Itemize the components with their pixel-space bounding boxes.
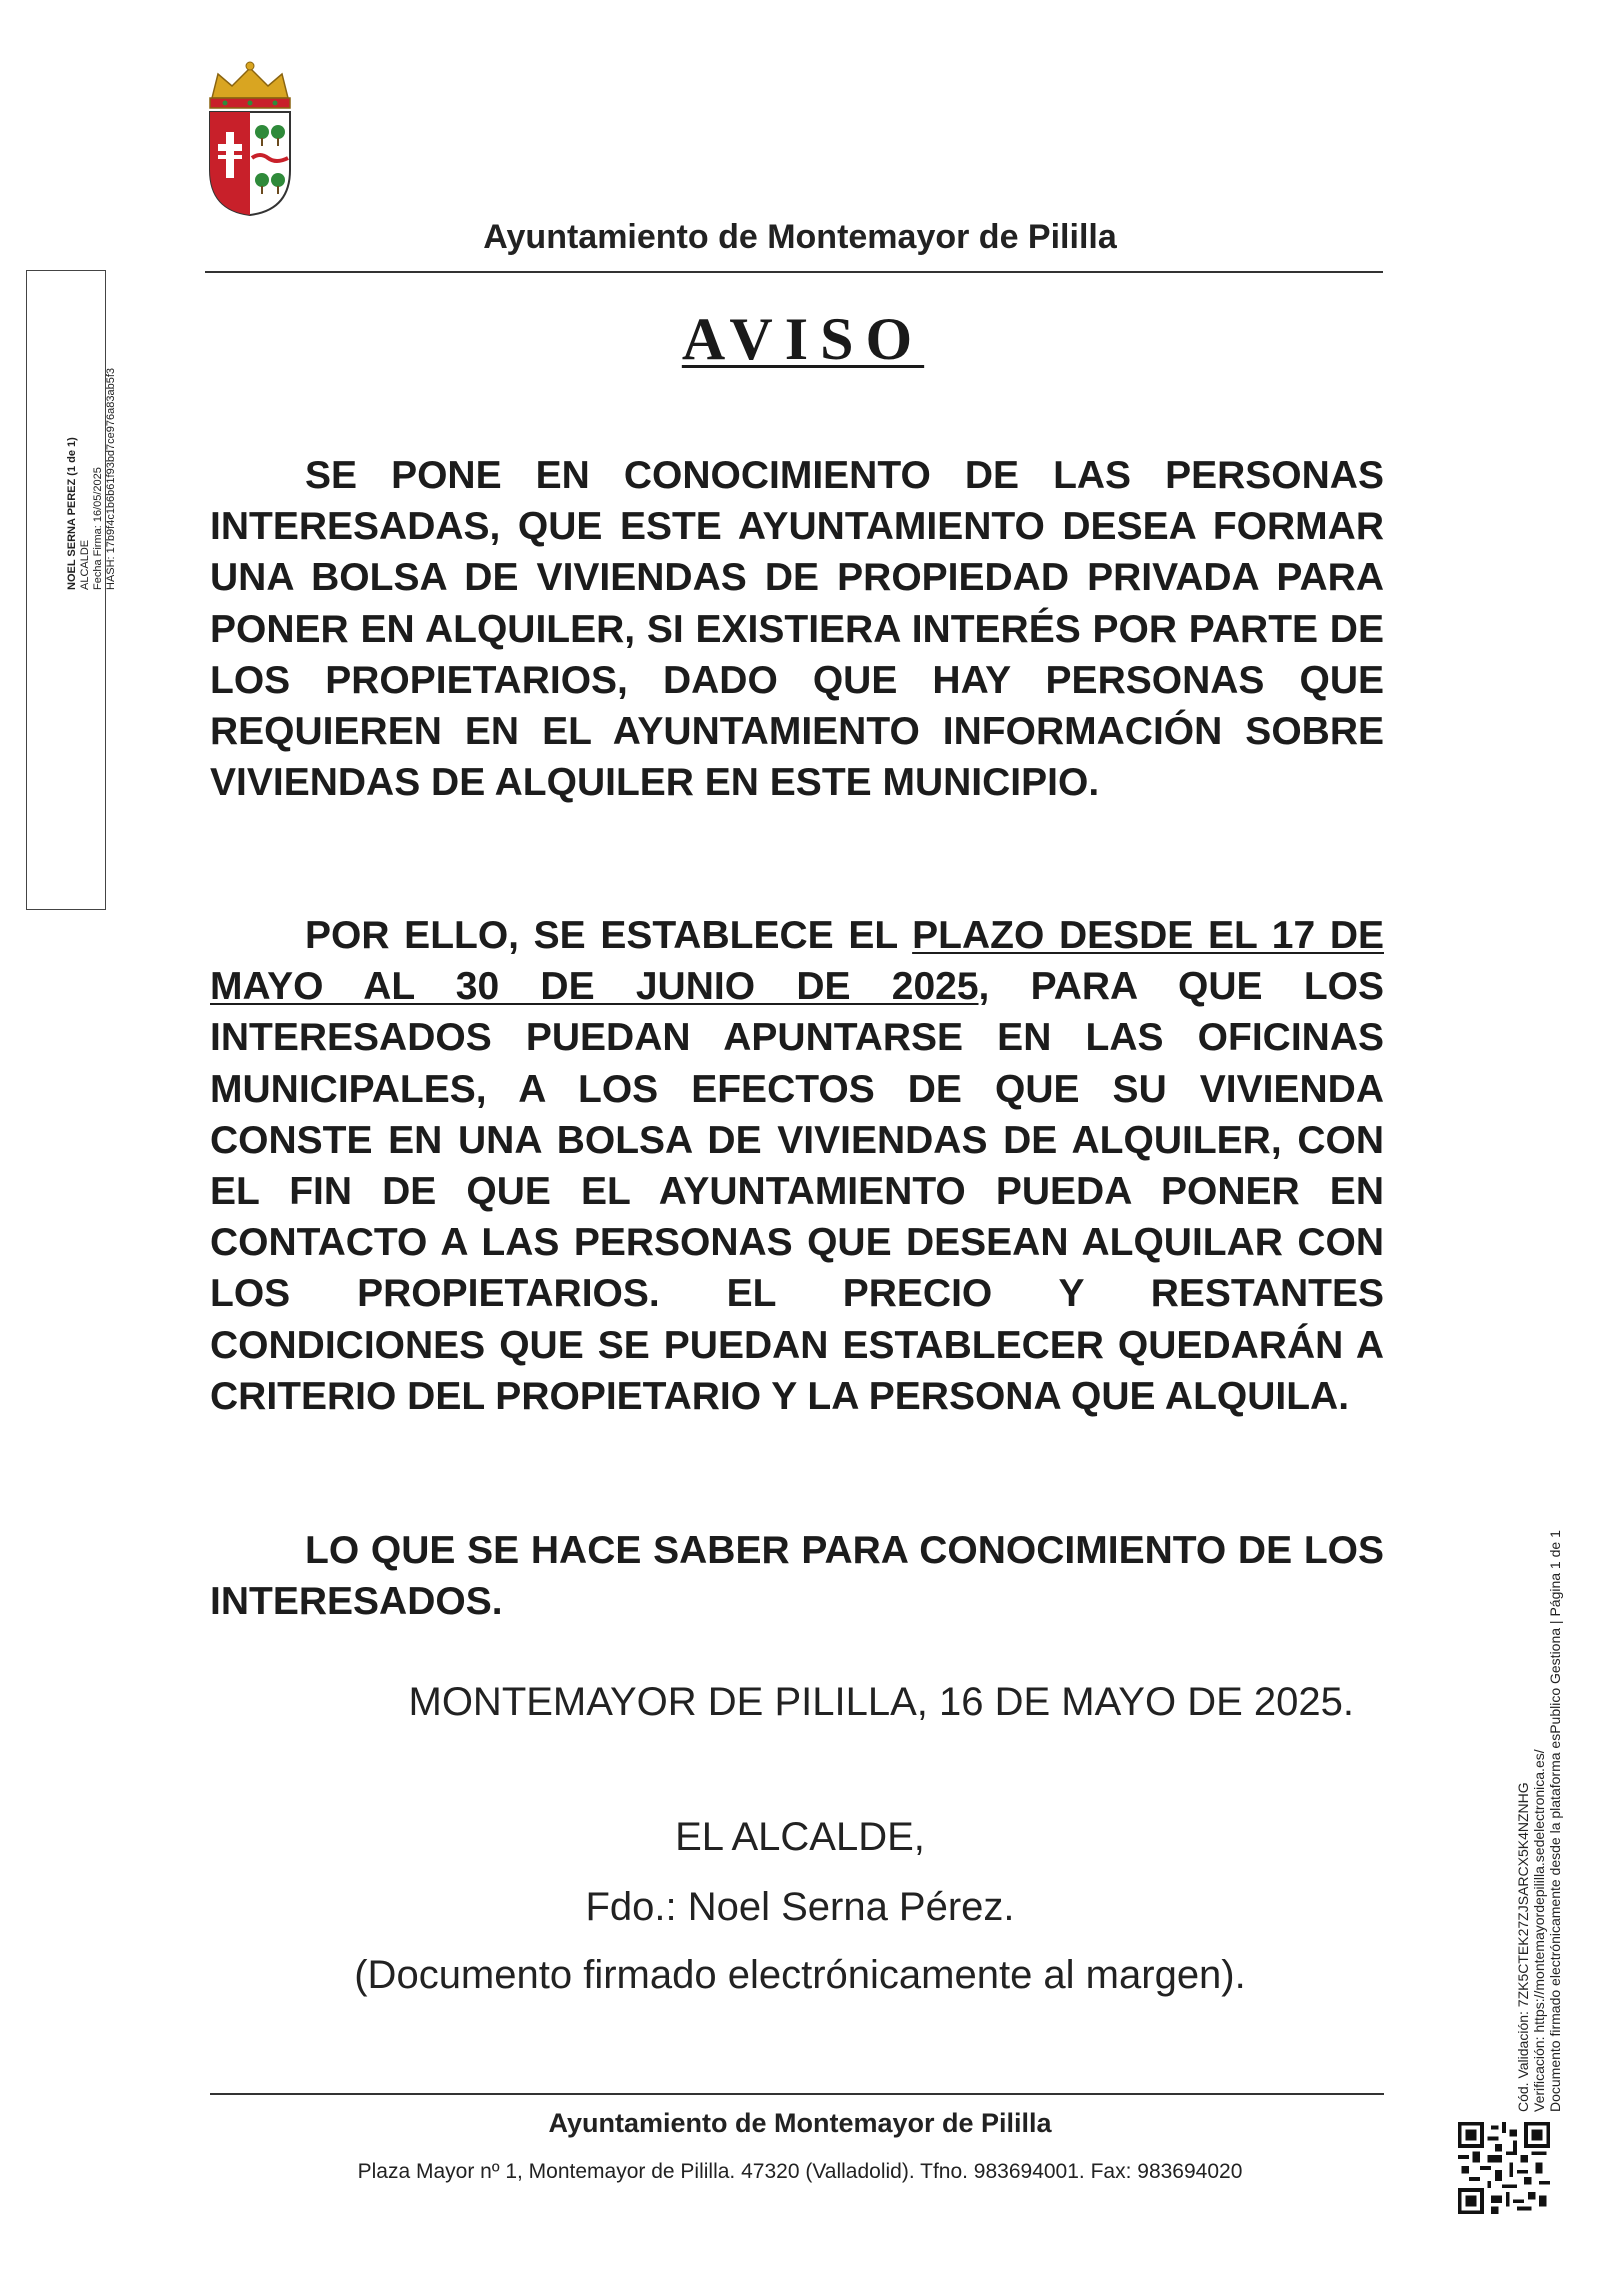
qr-code-icon xyxy=(1458,2122,1550,2214)
footer-org-name: Ayuntamiento de Montemayor de Pililla xyxy=(548,2108,1052,2138)
body-paragraph-2 xyxy=(210,910,1384,1422)
signer-role: EL ALCALDE, xyxy=(675,1815,925,1859)
verification-strip xyxy=(1515,1530,1563,2112)
signer-name: Fdo.: Noel Serna Pérez. xyxy=(585,1885,1015,1929)
deadline-text: PLAZO DESDE EL 17 DE MAYO AL 30 DE JUNIO DE 2025 xyxy=(210,914,1384,1009)
stamp-role: ALCALDE xyxy=(79,539,91,590)
document-title-text: AVISO xyxy=(681,306,925,372)
body-paragraph-3: LO QUE SE HACE SABER PARA CONOCIMIENTO DE LOS INTERESADOS. xyxy=(210,1529,1384,1624)
header-org-name: Ayuntamiento de Montemayor de Pililla xyxy=(483,218,1117,256)
body-paragraph-1: SE PONE EN CONOCIMIENTO DE LAS PERSONAS INTERESADAS, QUE ESTE AYUNTAMIENTO DESEA FORMAR UNA BOLSA DE VIVIENDAS DE PROPIEDAD PRIVADA PARA PONER EN ALQUILER, SI EXISTIERA INTERÉS POR PARTE DE LOS PROPIETARIOS, DADO QUE HAY PERSONAS QUE REQUIEREN EN EL AYUNTAMIENTO INFORMACIÓN SOBRE VIVIENDAS DE ALQUILER EN ESTE MUNICIPIO. xyxy=(210,454,1384,805)
document-title xyxy=(0,305,1606,374)
paragraph-2-rest: , PARA QUE LOS INTERESADOS PUEDAN APUNTARSE EN LAS OFICINAS MUNICIPALES, A LOS EFECTOS DE QUE SU VIVIENDA CONSTE EN UNA BOLSA DE VIVIENDAS DE ALQUILER, CON EL FIN DE QUE EL AYUNTAMIENTO PUEDA PONER EN CONTACTO A LAS PERSONAS QUE DESEAN ALQUILAR CON LOS PROPIETARIOS. EL PRECIO Y RESTANTES CONDICIONES QUE SE PUEDAN ESTABLECER QUEDARÁN A CRITERIO DEL PROPIETARIO Y LA PERSONA QUE ALQUILA. xyxy=(210,965,1384,1418)
paragraph-2-lead: POR ELLO, SE ESTABLECE EL xyxy=(305,914,913,957)
stamp-hash: HASH: 17b9f4c1b6b61f93bd7ce976a83ab5f3 xyxy=(105,367,117,590)
coat-of-arms-icon xyxy=(200,60,300,220)
e-signature-stamp xyxy=(66,368,118,590)
e-signature-box xyxy=(26,270,106,910)
platform-note: Documento firmado electrónicamente desde la plataforma esPublico Gestiona | Página 1 de 1 xyxy=(1547,1530,1563,2112)
footer-address: Plaza Mayor nº 1, Montemayor de Pililla. 47320 (Valladolid). Tfno. 983694001. Fax: 983694020 xyxy=(357,2160,1243,2183)
footer-divider xyxy=(210,2093,1384,2095)
validation-code: Cód. Validación: 7ZK5CTEK27ZJSARCX5K4NZNHG xyxy=(1515,1782,1531,2112)
stamp-signer: NOEL SERNA PEREZ (1 de 1) xyxy=(66,437,78,590)
header-divider xyxy=(205,271,1383,273)
signature-note: (Documento firmado electrónicamente al margen). xyxy=(354,1953,1246,1997)
stamp-date: Fecha Firma: 16/05/2025 xyxy=(92,467,104,590)
place-date: MONTEMAYOR DE PILILLA, 16 DE MAYO DE 2025. xyxy=(408,1680,1354,1724)
verification-url: Verificación: https://montemayordepililla.sedelectronica.es/ xyxy=(1531,1749,1547,2112)
